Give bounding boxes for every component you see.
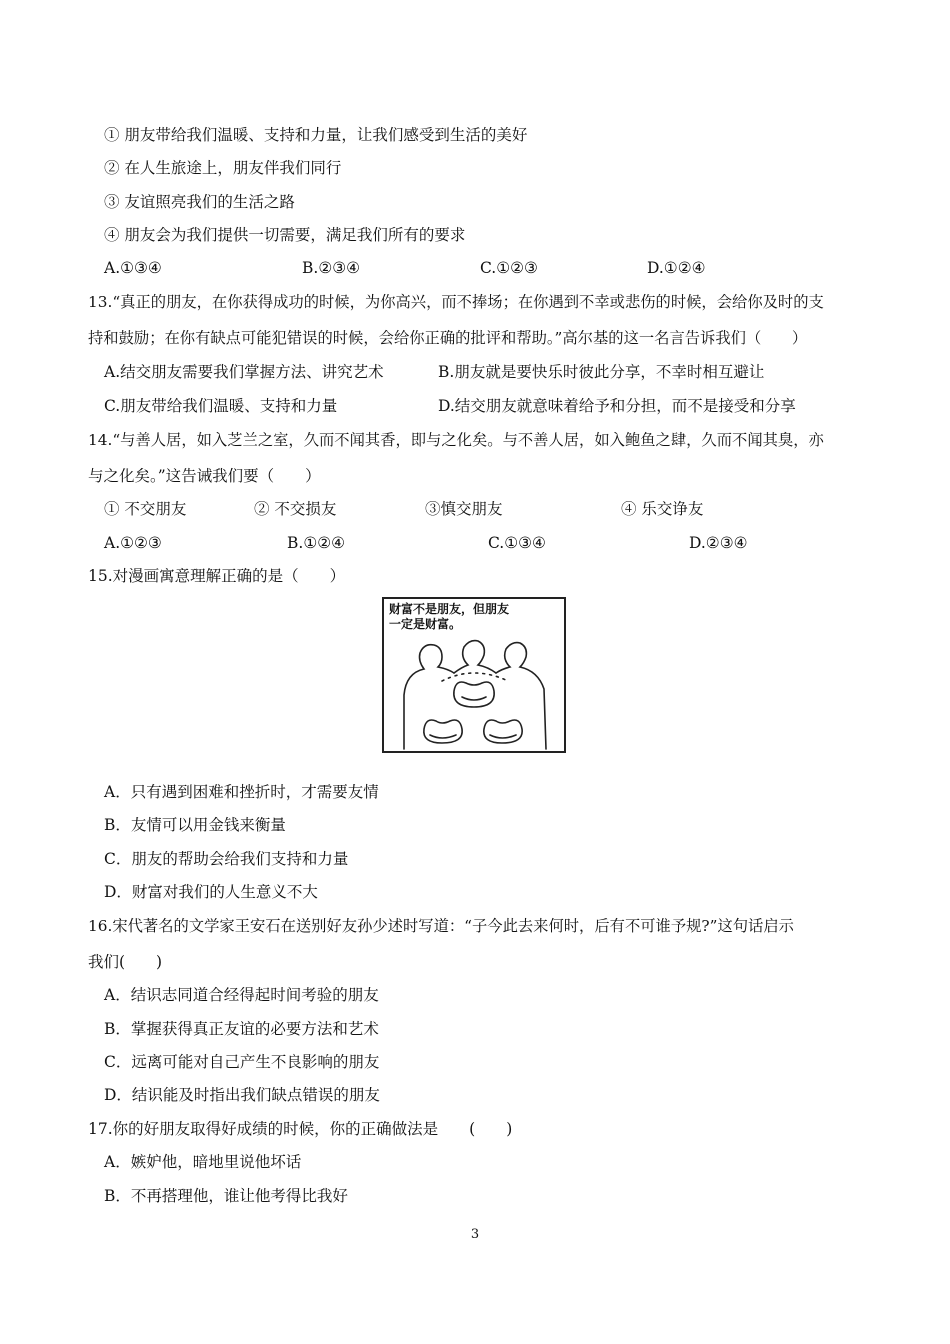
q16-stem-line1: 16.宋代著名的文学家王安石在送别好友孙少述时写道：“子今此去来何时，后有不可谁予规?”这句话启示 [88,917,794,935]
q14-option-c[interactable]: C.①③④ [488,534,546,552]
page-number: 3 [470,1227,480,1242]
q15-option-b[interactable]: B．友情可以用金钱来衡量 [104,816,286,834]
q12-option-c[interactable]: C.①②③ [480,259,538,277]
q12-option-b[interactable]: B.②③④ [302,259,361,277]
q15-stem: 15.对漫画寓意理解正确的是（ ） [88,567,346,585]
q12-option-d[interactable]: D.①②④ [647,259,706,277]
q14-option-b[interactable]: B.①②④ [287,534,346,552]
friend-right-outline [496,643,546,749]
cartoon-caption-line2: 一定是财富。 [389,617,462,631]
q12-item-3: ③ 友谊照亮我们的生活之路 [104,193,295,211]
q15-option-a[interactable]: A．只有遇到困难和挫折时，才需要友情 [104,783,379,801]
q12-option-a[interactable]: A.①③④ [104,259,162,277]
q17-option-a[interactable]: A．嫉妒他，暗地里说他坏话 [104,1153,302,1171]
q12-item-4: ④ 朋友会为我们提供一切需要，满足我们所有的要求 [104,226,466,244]
q16-option-b[interactable]: B．掌握获得真正友谊的必要方法和艺术 [104,1020,379,1038]
q16-option-c[interactable]: C．远离可能对自己产生不良影响的朋友 [104,1053,380,1071]
q13-option-a[interactable]: A.结交朋友需要我们掌握方法、讲究艺术 [104,363,384,381]
q13-stem-line1: 13.“真正的朋友，在你获得成功的时候，为你高兴，而不捧场；在你遇到不幸或悲伤的时候，会给你及时的支 [88,293,824,311]
hands-bottom-left [424,720,462,743]
q13-option-b[interactable]: B.朋友就是要快乐时彼此分享，不幸时相互避让 [438,363,765,381]
q13-option-c[interactable]: C.朋友带给我们温暖、支持和力量 [104,397,338,415]
q12-item-2: ② 在人生旅途上，朋友伴我们同行 [104,159,342,177]
q14-stem-line1: 14.“与善人居，如入芝兰之室，久而不闻其香，即与之化矣。与不善人居，如入鲍鱼之肆，久而不闻其臭，亦 [88,431,824,449]
q13-stem-line2: 持和鼓励；在你有缺点可能犯错误的时候，会给你正确的批评和帮助。”高尔基的这一名言告诉我们（ ） [88,329,808,347]
hands-bottom-right-detail [490,735,516,738]
q13-option-d[interactable]: D.结交朋友就意味着给予和分担，而不是接受和分享 [438,397,796,415]
cartoon-caption-line1: 财富不是朋友，但朋友 [389,602,510,616]
hands-top [454,682,494,707]
q17-option-b[interactable]: B．不再搭理他，谁让他考得比我好 [104,1187,348,1205]
q12-item-1: ① 朋友带给我们温暖、支持和力量，让我们感受到生活的美好 [104,126,528,144]
q14-item-1: ① 不交朋友 [104,500,187,518]
hands-bottom-left-detail [430,735,456,738]
cartoon-illustration [382,597,566,753]
cartoon-caption [389,602,509,632]
q17-stem: 17.你的好朋友取得好成绩的时候，你的正确做法是 ( ) [88,1120,513,1138]
q15-option-d[interactable]: D．财富对我们的人生意义不大 [104,883,318,901]
hands-top-detail [462,697,486,700]
dotted-arc [442,673,508,681]
q16-stem-line2: 我们( ) [88,953,163,971]
q15-option-c[interactable]: C．朋友的帮助会给我们支持和力量 [104,850,349,868]
q16-option-d[interactable]: D．结识能及时指出我们缺点错误的朋友 [104,1086,380,1104]
q14-option-a[interactable]: A.①②③ [104,534,162,552]
q16-option-a[interactable]: A．结识志同道合经得起时间考验的朋友 [104,986,379,1004]
q14-item-4: ④ 乐交诤友 [621,500,704,518]
friend-left-outline [404,645,454,749]
friend-middle-outline [454,641,496,673]
q14-item-2: ② 不交损友 [254,500,337,518]
hands-bottom-right [484,720,522,743]
q14-stem-line2: 与之化矣。”这告诫我们要（ ） [88,467,321,485]
q14-item-3: ③慎交朋友 [425,500,503,518]
q14-option-d[interactable]: D.②③④ [689,534,748,552]
